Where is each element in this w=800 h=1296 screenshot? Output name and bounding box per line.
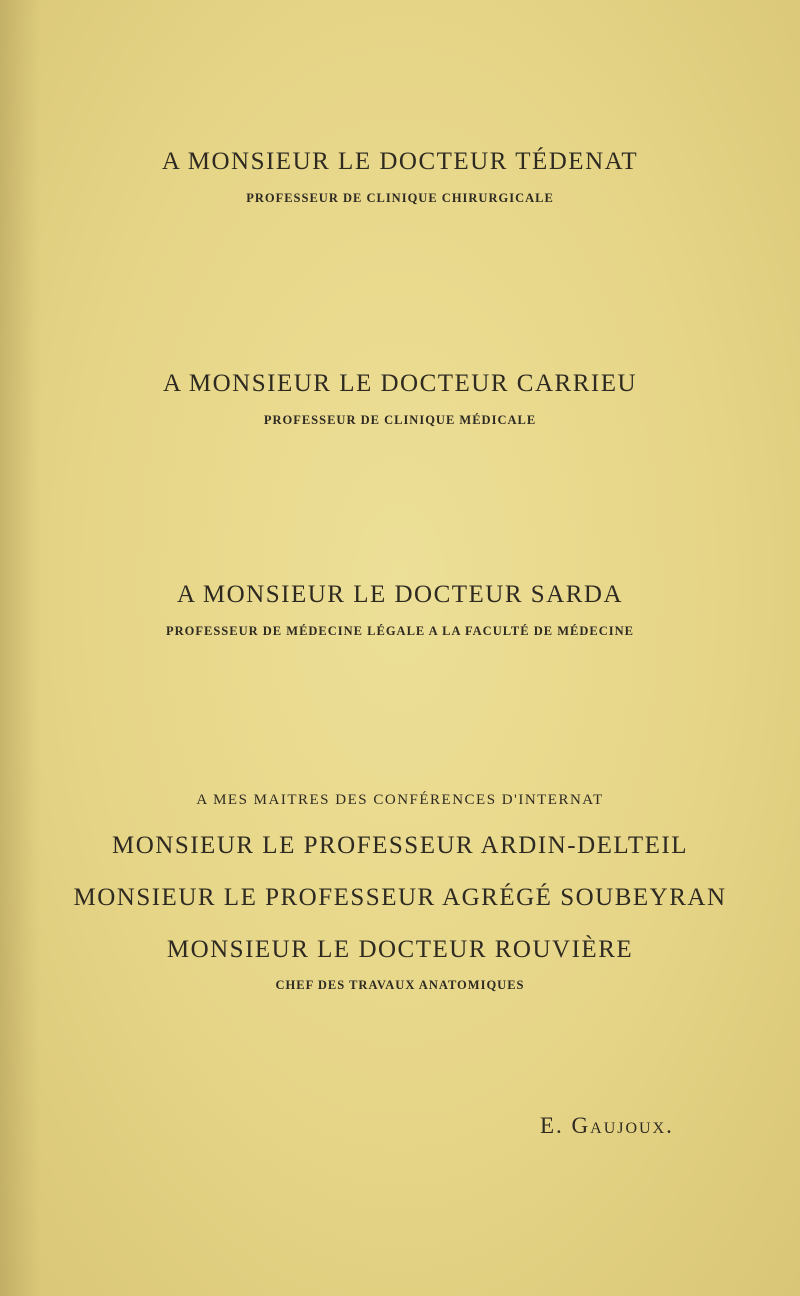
author-signature: E. Gaujoux. <box>540 1113 674 1138</box>
masters-intro: A MES MAITRES DES CONFÉRENCES D'INTERNAT <box>196 792 604 808</box>
dedication-tedenat-title: PROFESSEUR DE CLINIQUE CHIRURGICALE <box>246 191 554 205</box>
master-rouviere: MONSIEUR LE DOCTEUR ROUVIÈRE <box>166 936 634 963</box>
dedication-sarda-title: PROFESSEUR DE MÉDECINE LÉGALE A LA FACULTÉ DE MÉDECINE <box>166 624 634 638</box>
master-rouviere-title: CHEF DES TRAVAUX ANATOMIQUES <box>275 978 525 992</box>
master-ardin-delteil: MONSIEUR LE PROFESSEUR ARDIN-DELTEIL <box>111 832 689 859</box>
dedication-tedenat-name: A MONSIEUR LE DOCTEUR TÉDENAT <box>161 148 639 175</box>
dedication-sarda-name: A MONSIEUR LE DOCTEUR SARDA <box>176 581 624 608</box>
dedication-carrieu-name: A MONSIEUR LE DOCTEUR CARRIEU <box>162 370 638 397</box>
dedication-carrieu-title: PROFESSEUR DE CLINIQUE MÉDICALE <box>263 413 537 427</box>
master-soubeyran: MONSIEUR LE PROFESSEUR AGRÉGÉ SOUBEYRAN <box>73 884 727 911</box>
